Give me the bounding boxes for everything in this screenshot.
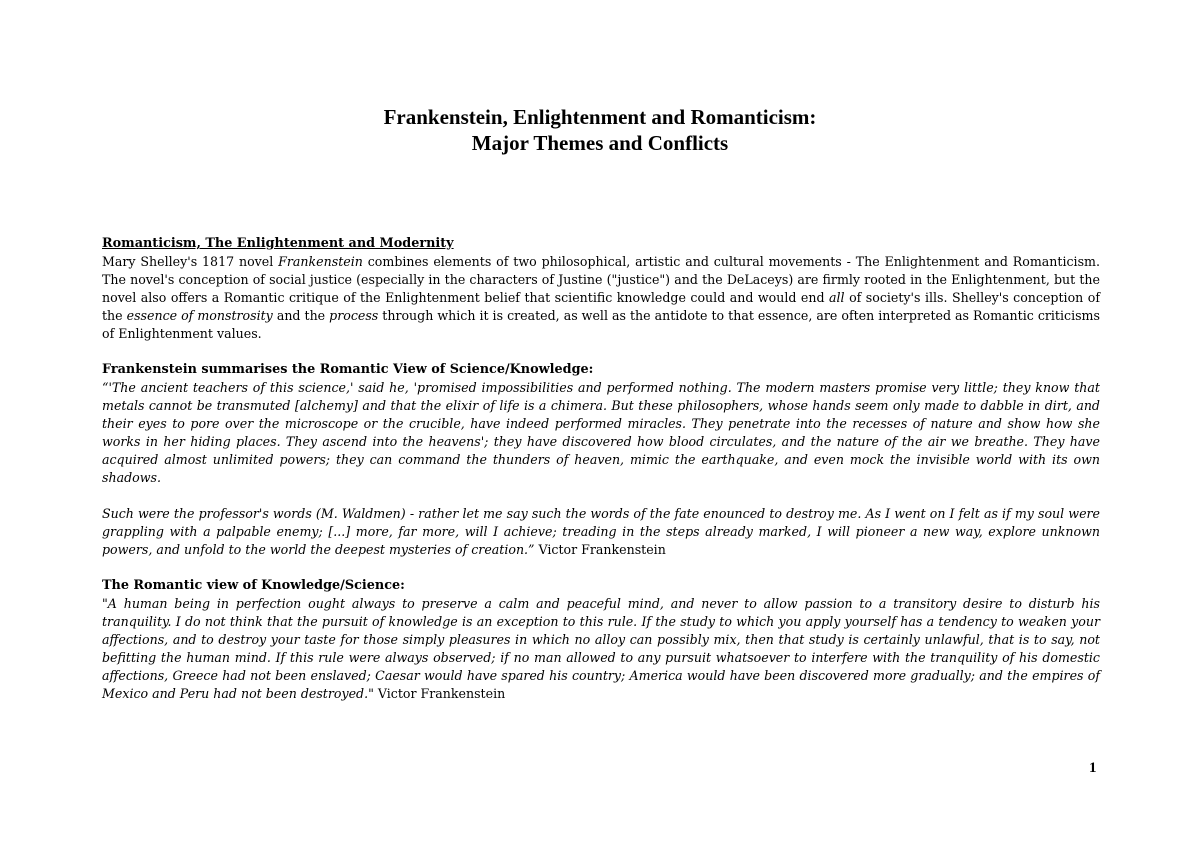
section-heading: The Romantic view of Knowledge/Science: xyxy=(102,578,405,593)
paragraph xyxy=(102,253,1100,343)
quote-text: "A human being in perfection ought always to preserve a calm and peaceful mind, and never to allow passion to a transitory desire to disturb his tranquility. I do not think that the pursuit of knowledge is an exception to this rule. If the study to which you apply yourself has a tendency to weaken your affections, and to destroy your taste for those simply pleasures in which no alloy can possibly mix, then that study is certainly unlawful, that is to say, not befitting the human mind. If this rule were always observed; if no man allowed to any pursuit whatsoever to interfere with the tranquility of his domestic affections, Greece had not been enslaved; Caesar would have spared his country; America would have been discovered more gradually; and the empires of Mexico and Peru had not been destroyed." xyxy=(102,596,1100,701)
emphasis: essence of monstrosity xyxy=(126,308,273,323)
text-run: Mary Shelley's 1817 novel xyxy=(102,254,279,269)
section-heading: Frankenstein summarises the Romantic View of Science/Knowledge: xyxy=(102,362,594,377)
spacer xyxy=(102,487,1100,505)
spacer xyxy=(102,559,1100,577)
quote-attribution: Victor Frankenstein xyxy=(373,686,506,701)
text-run: through which it is created, as well as the antidote to that essence, are often interpreted as Romantic criticisms of Enlightenment values. xyxy=(102,308,1100,341)
text-run: and the xyxy=(272,308,330,323)
text-run: of society's ills. Shelley's conception of the xyxy=(102,290,1100,323)
emphasis: all xyxy=(829,290,845,305)
section-frankenstein-summary xyxy=(102,361,1100,559)
document-title xyxy=(0,104,1200,156)
page-number: 1 xyxy=(1089,760,1097,776)
title-line-1: Frankenstein, Enlightenment and Romanticism: xyxy=(383,105,817,129)
emphasis: process xyxy=(329,308,379,323)
text-run: combines elements of two philosophical, artistic and cultural movements - The Enlightenment and Romanticism. The novel's conception of social justice (especially in the characters of Justine ("justice") and the DeLaceys) are firmly rooted in the Enlightenment, but the novel also offers a Romantic critique of the Enlightenment belief that scientific knowledge could and would end xyxy=(102,254,1100,305)
section-romanticism-enlightenment xyxy=(102,235,1100,343)
quote-paragraph: “'The ancient teachers of this science,' said he, 'promised impossibilities and performed nothing. The modern masters promise very little; they know that metals cannot be transmuted [alchemy] and that the elixir of life is a chimera. But these philosophers, whose hands seem only made to dabble in dirt, and their eyes to pore over the microscope or the crucible, have indeed performed miracles. They penetrate into the recesses of nature and show how she works in her hiding places. They ascend into the heavens'; they have discovered how blood circulates, and the nature of the air we breathe. They have acquired almost unlimited powers; they can command the thunders of heaven, mimic the earthquake, and even mock the invisible world with its own shadows. xyxy=(102,380,1100,485)
quote-text: Such were the professor's words (M. Waldmen) - rather let me say such the words of the fate enounced to destroy me. As I went on I felt as if my soul were grappling with a palpable enemy; [...] more, far more, will I achieve; treading in the steps already marked, I will pioneer a new way, explore unknown powers, and unfold to the world the deepest mysteries of creation.” xyxy=(102,506,1100,557)
quote-attribution: Victor Frankenstein xyxy=(534,542,666,557)
title-line-2: Major Themes and Conflicts xyxy=(471,131,729,155)
spacer xyxy=(102,343,1100,361)
novel-title: Frankenstein xyxy=(278,254,363,269)
section-heading: Romanticism, The Enlightenment and Modernity xyxy=(102,236,454,251)
document-body xyxy=(102,235,1100,703)
quote-paragraph xyxy=(102,595,1100,703)
section-romantic-view xyxy=(102,577,1100,703)
quote-paragraph xyxy=(102,505,1100,559)
